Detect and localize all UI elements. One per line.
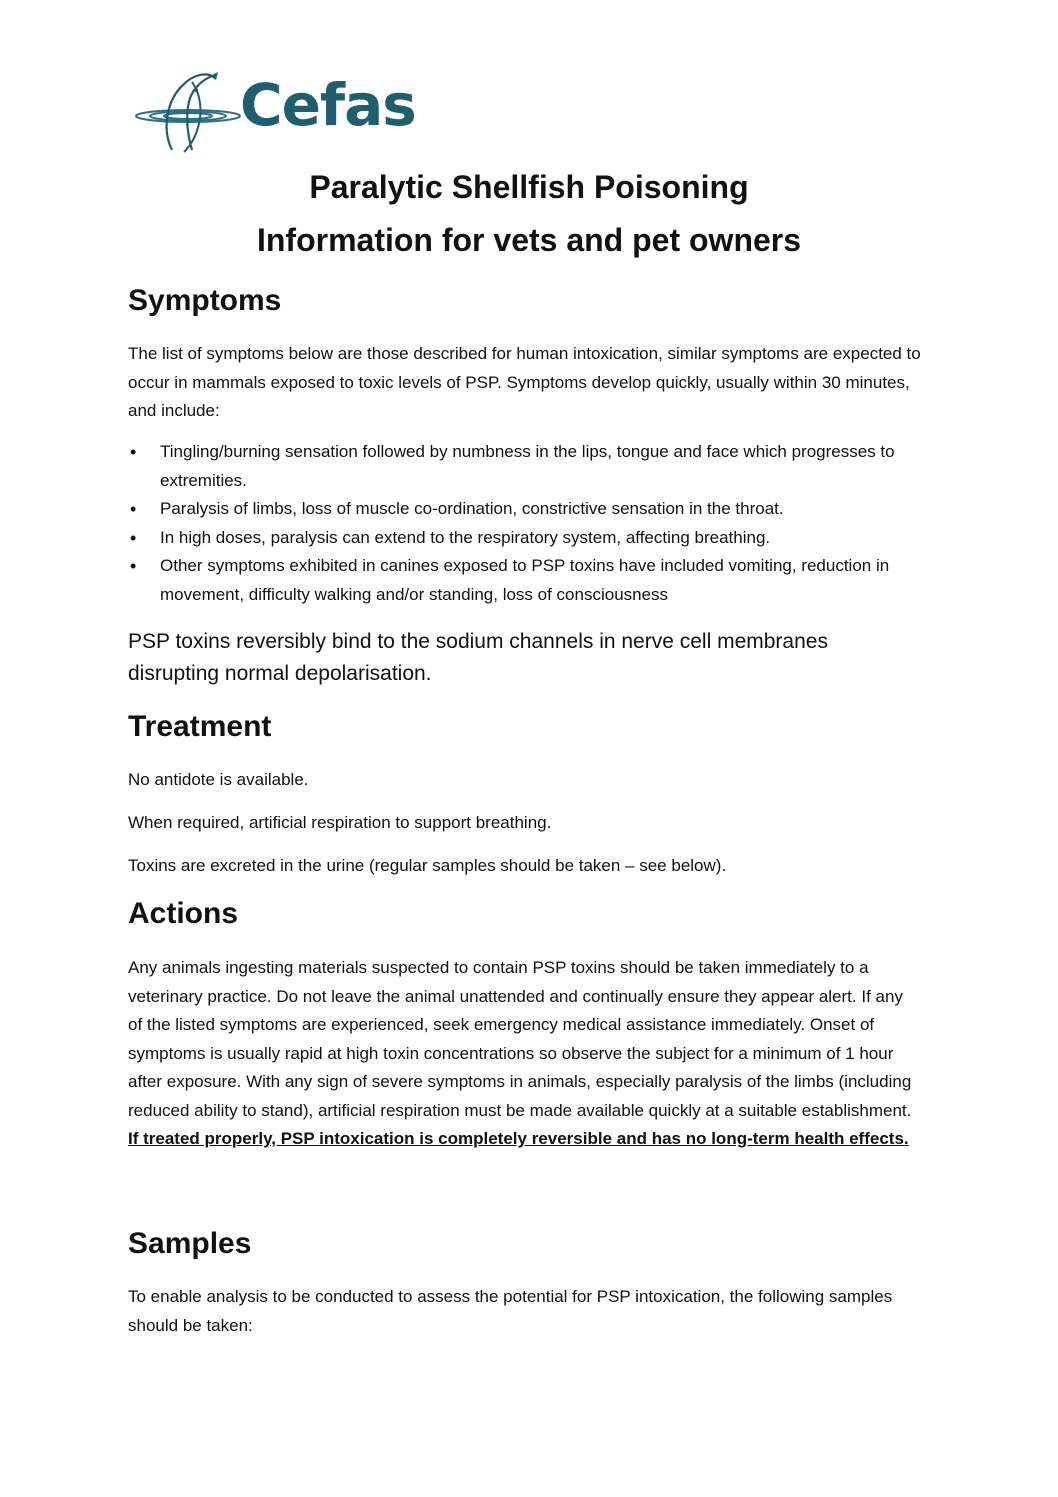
actions-text: Any animals ingesting materials suspected to contain PSP toxins should be taken immediately to a veterinary practice. Do not leave the animal unattended and continually ensure they appear alert. If any of the listed symptoms are experienced, seek emergency medical assistance immediately. Onset of symptoms is usually rapid at high toxin concentrations so observe the subject for a minimum of 1 hour after exposure. With any sign of severe symptoms in animals, especially paralysis of the limbs (including reduced ability to stand), artificial respiration must be made available quickly at a suitable establishment.: [128, 958, 912, 1120]
treatment-antidote: No antidote is available.: [128, 770, 309, 789]
symptoms-heading: Symptoms: [128, 284, 282, 317]
treatment-respiration: When required, artificial respiration to support breathing.: [128, 813, 552, 832]
actions-heading: Actions: [128, 897, 239, 930]
samples-intro: To enable analysis to be conducted to assess the potential for PSP intoxication, the following samples should be taken:: [128, 1287, 893, 1335]
page-title: Paralytic Shellfish Poisoning: [309, 169, 749, 205]
symptoms-intro: The list of symptoms below are those described for human intoxication, similar symptoms are expected to occur in mammals exposed to toxic levels of PSP. Symptoms develop quickly, usually within 30 minutes, and include:: [128, 344, 921, 420]
actions-body: [128, 954, 918, 1154]
treatment-excretion: Toxins are excreted in the urine (regular samples should be taken – see below).: [128, 856, 727, 875]
mechanism-text: PSP toxins reversibly bind to the sodium channels in nerve cell membranes disrupting normal depolarisation.: [128, 630, 828, 685]
symptom-item: • Paralysis of limbs, loss of muscle co-ordination, constrictive sensation in the throat.: [128, 495, 918, 524]
symptom-item: • Tingling/burning sensation followed by numbness in the lips, tongue and face which progresses to extremities.: [128, 438, 918, 495]
symptom-item: • Other symptoms exhibited in canines exposed to PSP toxins have included vomiting, reduction in movement, difficulty walking and/or standing, loss of consciousness: [128, 552, 918, 609]
page-subtitle: Information for vets and pet owners: [256, 222, 802, 258]
fish-wave-icon: [132, 70, 242, 156]
logo-wordmark: Cefas: [240, 71, 416, 139]
symptoms-list: [128, 438, 918, 609]
samples-heading: Samples: [128, 1227, 252, 1260]
actions-emphasis: If treated properly, PSP intoxication is completely reversible and has no long-term health effects.: [128, 1129, 909, 1148]
treatment-heading: Treatment: [128, 710, 272, 743]
cefas-logo: [132, 70, 432, 156]
symptom-item: • In high doses, paralysis can extend to the respiratory system, affecting breathing.: [128, 524, 918, 553]
